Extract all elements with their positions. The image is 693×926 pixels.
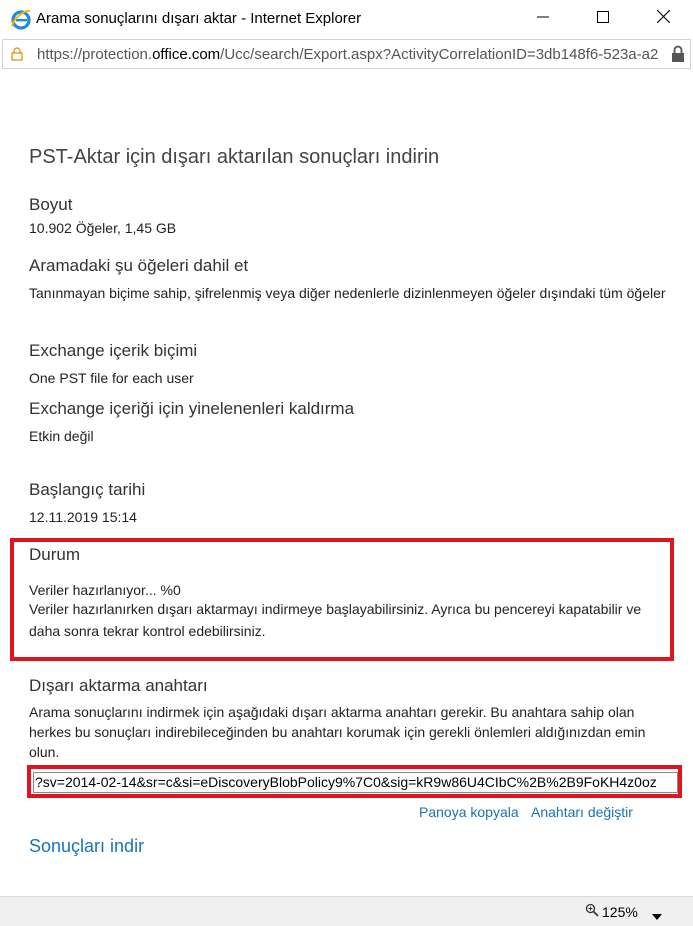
title-bar bbox=[0, 0, 693, 38]
status-label: Durum bbox=[29, 545, 81, 564]
size-label: Boyut bbox=[29, 195, 73, 214]
window-title: Arama sonuçlarını dışarı aktar - Internet Explorer bbox=[36, 10, 362, 27]
format-label: Exchange içerik biçimi bbox=[29, 341, 198, 360]
export-key-field[interactable]: ?sv=2014-02-14&sr=c&si=eDiscoveryBlobPolicy9%7C0&sig=kR9w86U4CIbC%2B%2B9FoKH4z0oz bbox=[33, 772, 678, 793]
include-label: Aramadaki şu öğeleri dahil et bbox=[29, 256, 249, 275]
maximize-icon bbox=[597, 10, 609, 28]
status-bar bbox=[0, 896, 693, 926]
format-value: One PST file for each user bbox=[29, 370, 194, 386]
url-domain: office.com bbox=[152, 46, 221, 63]
padlock-icon[interactable] bbox=[671, 45, 685, 68]
page-lock-icon bbox=[11, 47, 23, 66]
chevron-down-icon[interactable] bbox=[652, 907, 662, 925]
export-key-highlight-box bbox=[27, 765, 682, 798]
minimize-icon bbox=[537, 10, 549, 28]
close-button[interactable] bbox=[640, 0, 686, 38]
url-text[interactable] bbox=[37, 46, 665, 63]
maximize-button[interactable] bbox=[580, 0, 626, 38]
status-note: Veriler hazırlanırken dışarı aktarmayı indirmeye başlayabilirsiniz. Ayrıca bu pencereyi kapatabilir ve daha sonra tekrar kontrol edebilirsiniz. bbox=[29, 601, 642, 639]
url-suffix: /Ucc/search/Export.aspx?ActivityCorrelationID=3db148f6-523a-a2 bbox=[220, 46, 659, 63]
zoom-magnifier-icon bbox=[585, 903, 599, 920]
export-key-label: Dışarı aktarma anahtarı bbox=[29, 676, 208, 695]
address-bar[interactable] bbox=[2, 39, 691, 69]
page-title: PST-Aktar için dışarı aktarılan sonuçları indirin bbox=[29, 146, 440, 168]
start-date-label: Başlangıç tarihi bbox=[29, 480, 146, 499]
copy-to-clipboard-link[interactable]: Panoya kopyala bbox=[419, 804, 519, 820]
zoom-level: 125% bbox=[602, 903, 638, 920]
start-date-value: 12.11.2019 15:14 bbox=[29, 509, 137, 525]
change-key-link[interactable]: Anahtarı değiştir bbox=[531, 804, 633, 820]
zoom-control[interactable] bbox=[585, 903, 638, 920]
include-value: Tanınmayan biçime sahip, şifrelenmiş veya diğer nedenlerle dizinlenmeyen öğeler dışındaki tüm öğeler bbox=[29, 285, 666, 301]
minimize-button[interactable] bbox=[520, 0, 566, 38]
status-progress-text: Veriler hazırlanıyor... %0 bbox=[29, 582, 181, 598]
dedupe-label: Exchange içeriği için yinelenenleri kaldırma bbox=[29, 399, 355, 418]
internet-explorer-icon bbox=[10, 8, 32, 30]
size-value: 10.902 Öğeler, 1,45 GB bbox=[29, 220, 177, 236]
dedupe-value: Etkin değil bbox=[29, 428, 94, 444]
close-icon bbox=[657, 10, 670, 28]
url-prefix: https://protection. bbox=[37, 46, 153, 63]
download-results-link[interactable]: Sonuçları indir bbox=[29, 836, 145, 856]
export-key-description: Arama sonuçlarını indirmek için aşağıdaki dışarı aktarma anahtarı gerekir. Bu anahtara sahip olan herkes bu sonuçları indirebileceğinden bu anahtarı korumak için gerekli önlemleri aldığınızdan emin olun. bbox=[29, 704, 646, 760]
